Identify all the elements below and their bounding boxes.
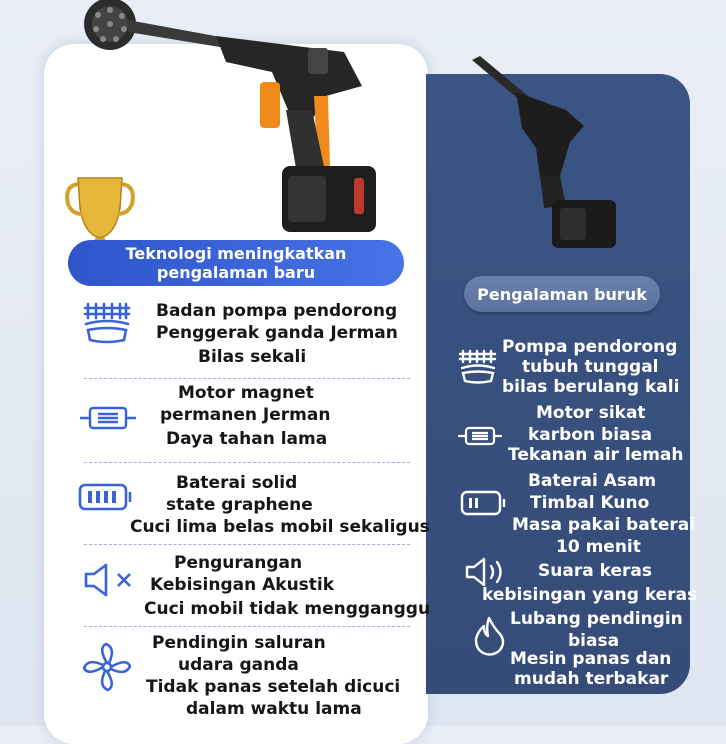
bad-feature-1-line-2: tubuh tunggal xyxy=(522,357,659,377)
fan-icon xyxy=(82,642,132,692)
speaker-muted-icon xyxy=(82,562,138,598)
bad-feature-5-line-1: Lubang pendingin xyxy=(510,609,683,629)
advanced-technology-header xyxy=(68,240,404,286)
bad-feature-4-line-1: Suara keras xyxy=(538,561,652,581)
feature-2-line-1: Motor magnet xyxy=(178,383,314,403)
bad-feature-3-line-1: Baterai Asam xyxy=(528,471,657,491)
feature-5-line-2: udara ganda xyxy=(178,655,299,675)
feature-4-line-1: Pengurangan xyxy=(174,553,303,573)
flame-icon xyxy=(472,616,506,656)
bad-experience-header: Pengalaman buruk xyxy=(464,276,660,312)
bad-feature-2-line-2: karbon biasa xyxy=(528,425,653,445)
bad-feature-3-line-4: 10 menit xyxy=(556,537,641,557)
pump-icon xyxy=(458,348,498,386)
feature-5-line-1: Pendingin saluran xyxy=(152,633,326,653)
divider xyxy=(84,462,410,463)
feature-5-line-4: dalam waktu lama xyxy=(186,699,362,719)
bad-feature-1-line-1: Pompa pendorong xyxy=(502,337,678,357)
bad-feature-3-line-2: Timbal Kuno xyxy=(530,493,650,513)
bad-feature-5-line-3: Mesin panas dan xyxy=(510,649,672,669)
divider xyxy=(84,626,410,627)
feature-2-line-2: permanen Jerman xyxy=(160,405,331,425)
feature-1-line-2: Penggerak ganda Jerman xyxy=(156,323,398,343)
bad-feature-3-line-3: Masa pakai baterai xyxy=(512,515,696,535)
pump-icon xyxy=(82,300,132,346)
motor-icon xyxy=(80,406,136,430)
feature-5-line-3: Tidak panas setelah dicuci xyxy=(146,677,401,697)
bad-feature-1-line-3: bilas berulang kali xyxy=(502,377,680,397)
battery-low-icon xyxy=(460,490,506,516)
battery-full-icon xyxy=(78,482,134,512)
motor-icon xyxy=(458,426,502,446)
feature-3-line-1: Baterai solid xyxy=(176,473,298,493)
bad-feature-5-line-4: mudah terbakar xyxy=(514,669,669,689)
feature-3-line-2: state graphene xyxy=(166,495,313,515)
bad-feature-5-line-2: biasa xyxy=(568,631,620,651)
feature-1-line-3: Bilas sekali xyxy=(198,347,307,367)
feature-2-line-3: Daya tahan lama xyxy=(166,429,328,449)
feature-1-line-1: Badan pompa pendorong xyxy=(156,301,398,321)
ordinary-washer-image xyxy=(466,56,636,252)
feature-4-line-2: Kebisingan Akustik xyxy=(150,575,335,595)
header-line-2: pengalaman baru xyxy=(156,263,316,282)
divider xyxy=(84,378,410,379)
divider xyxy=(84,544,410,545)
bad-feature-4-line-2: kebisingan yang keras xyxy=(482,585,698,605)
bad-feature-2-line-1: Motor sikat xyxy=(536,403,646,423)
feature-3-line-3: Cuci lima belas mobil sekaligus xyxy=(130,517,430,537)
header-line-1: Teknologi meningkatkan xyxy=(125,244,347,263)
feature-4-line-3: Cuci mobil tidak mengganggu xyxy=(144,599,431,619)
bad-feature-2-line-3: Tekanan air lemah xyxy=(508,445,684,465)
